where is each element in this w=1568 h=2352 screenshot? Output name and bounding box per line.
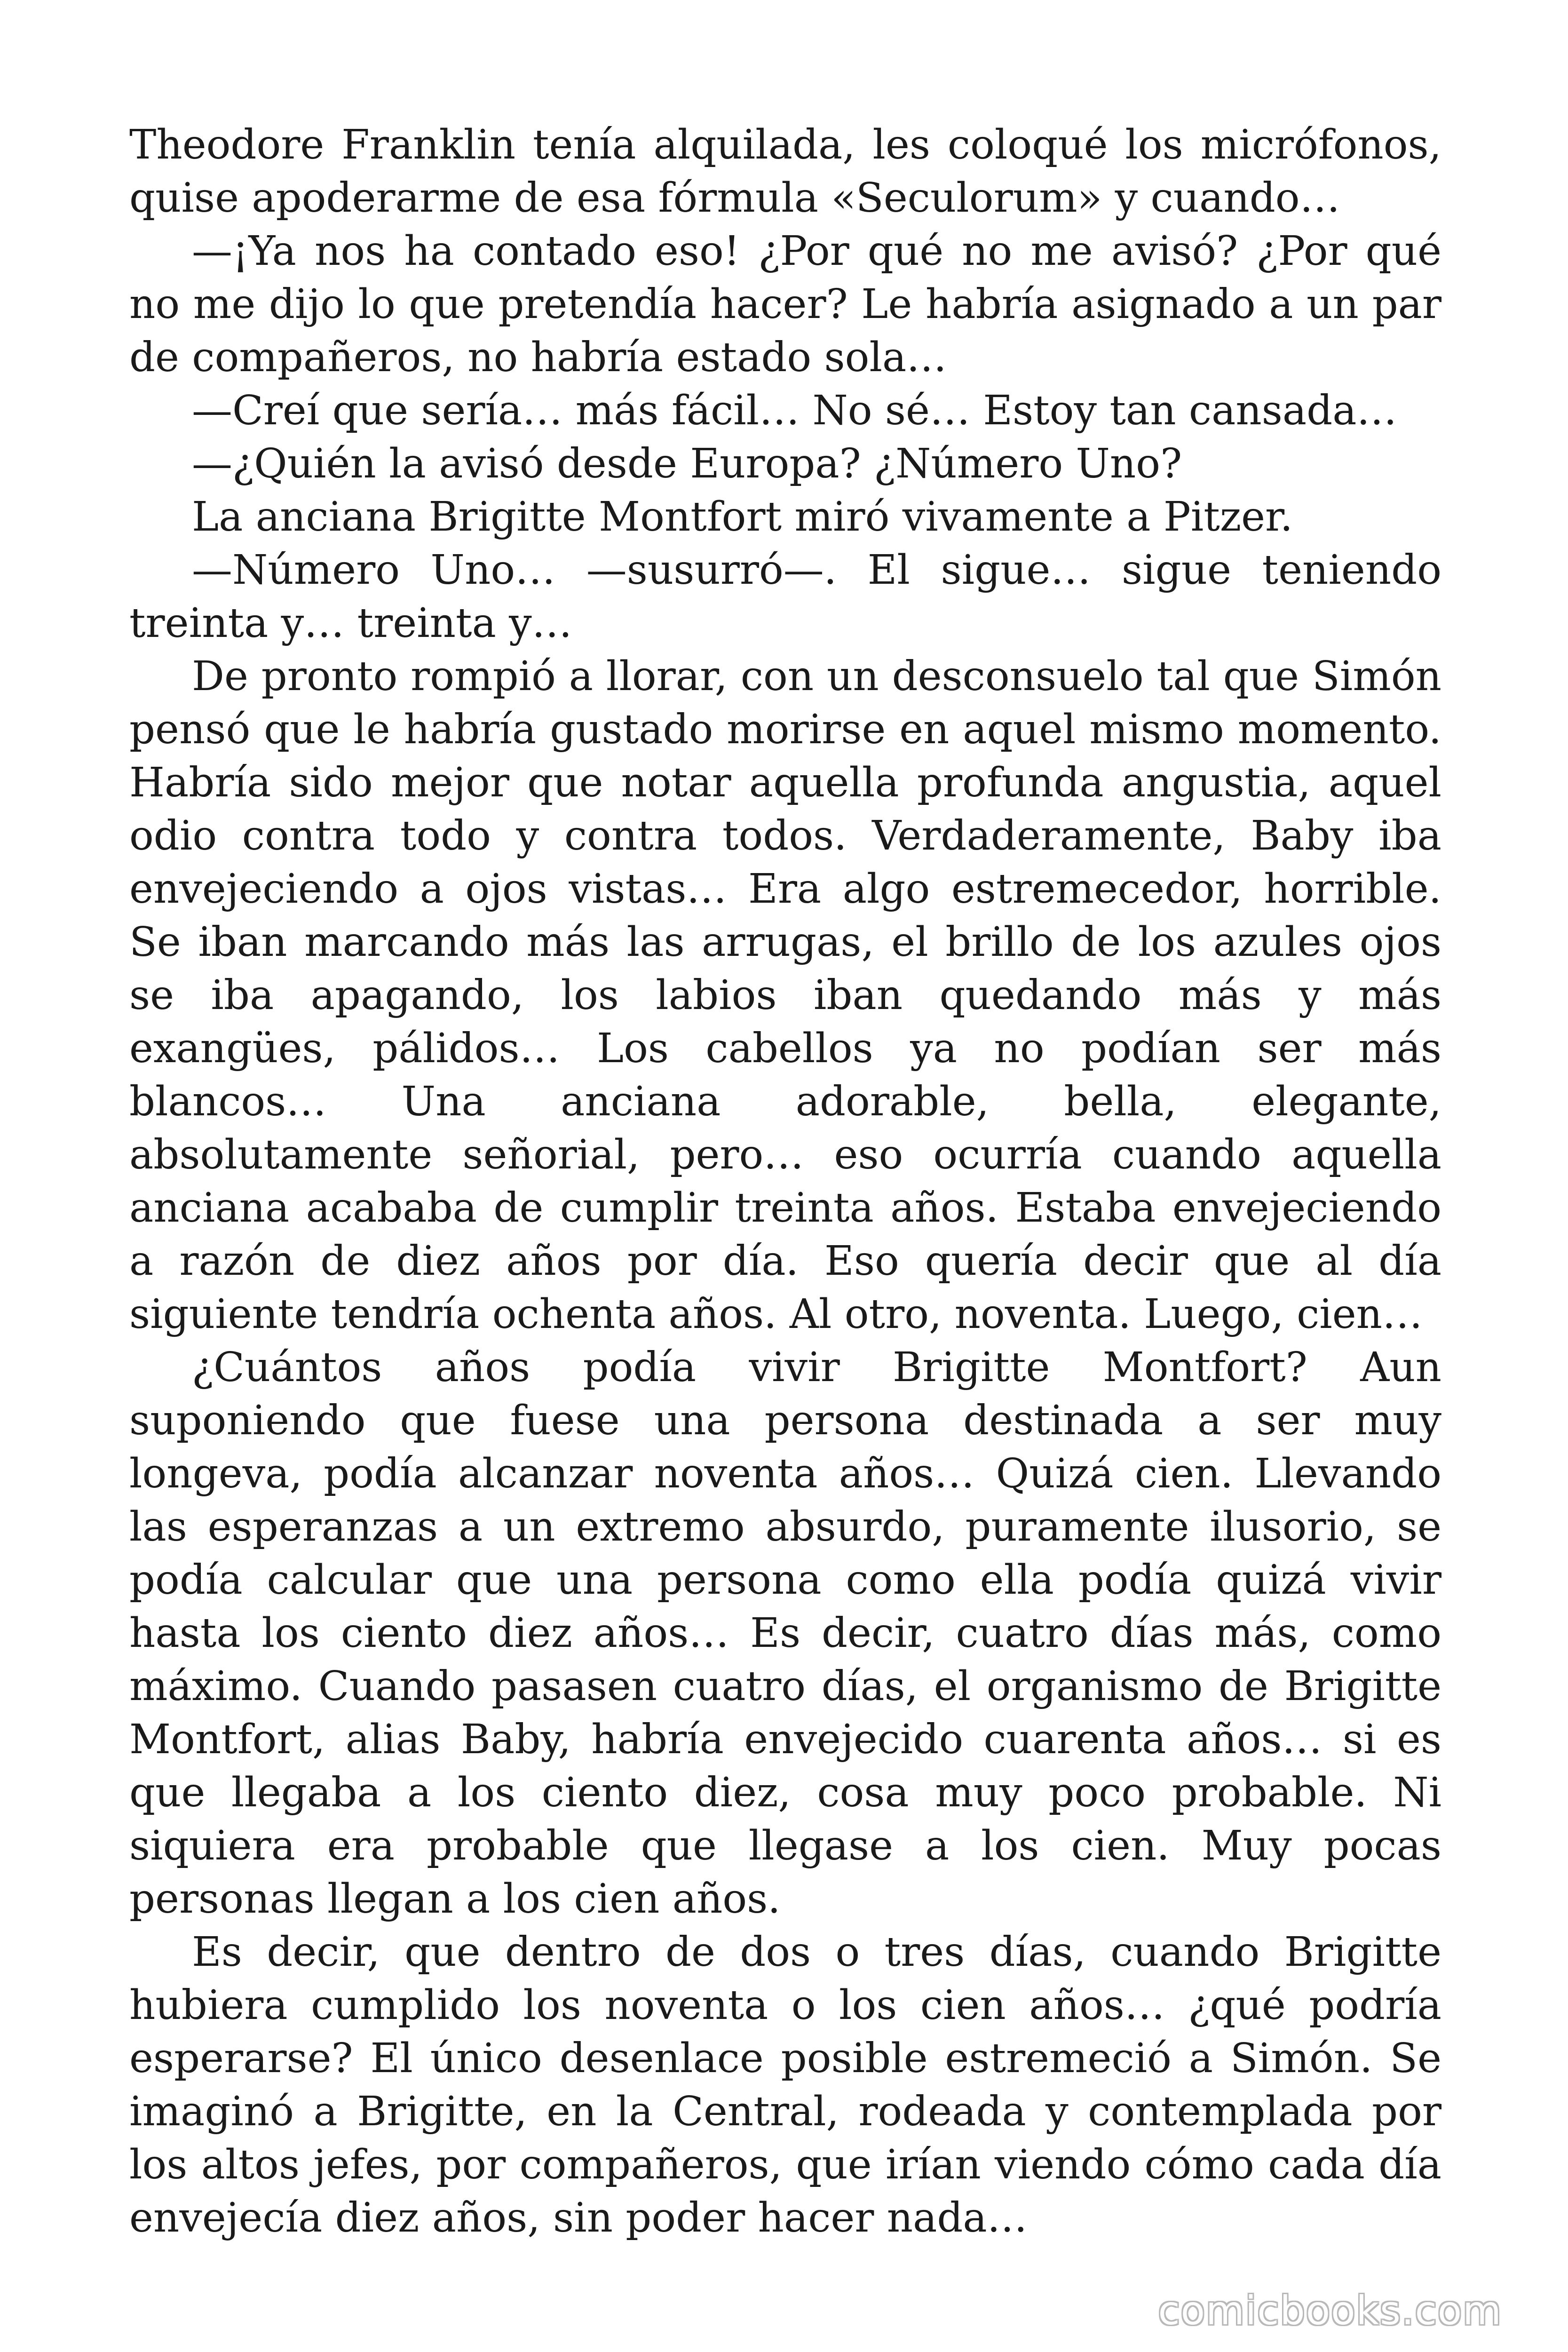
paragraph-dialogue: —¿Quién la avisó desde Europa? ¿Número Uno? [192,440,1182,487]
paragraph-continuation: Theodore Franklin tenía alquilada, les coloqué los micrófonos, quise apoderarme de esa fórmula «Seculorum» y cuando… [129,121,1441,222]
paragraph-narration: Es decir, que dentro de dos o tres días, cuando Brigitte hubiera cumplido los noventa o los cien años… ¿qué podría esperarse? El único desenlace posible estremeció a Simón. Se imaginó a Brigitte, en la Central, rodeada y contemplada por los altos jefes, por compañeros, que irían viendo cómo cada día envejecía diez años, sin poder hacer nada… [129,1929,1441,2241]
paragraph-dialogue: —Número Uno… —susurró—. El sigue… sigue teniendo treinta y… treinta y… [129,547,1441,647]
watermark: comicbooks.com [1158,2288,1502,2334]
body-text [129,119,1441,2245]
paragraph-narration: De pronto rompió a llorar, con un desconsuelo tal que Simón pensó que le habría gustado morirse en aquel mismo momento. Habría sido mejor que notar aquella profunda angustia, aquel odio contra todo y contra todos. Verdaderamente, Baby iba envejeciendo a ojos vistas… Era algo estremecedor, horrible. Se iban marcando más las arrugas, el brillo de los azules ojos se iba apagando, los labios iban quedando más y más exangües, pálidos… Los cabellos ya no podían ser más blancos… Una anciana adorable, bella, elegante, absolutamente señorial, pero… eso ocurría cuando aquella anciana acababa de cumplir treinta años. Estaba envejeciendo a razón de diez años por día. Eso quería decir que al día siguiente tendría ochenta años. Al otro, noventa. Luego, cien… [129,653,1441,1338]
paragraph-narration: La anciana Brigitte Montfort miró vivamente a Pitzer. [192,493,1293,540]
paragraph-dialogue: —¡Ya nos ha contado eso! ¿Por qué no me avisó? ¿Por qué no me dijo lo que pretendía hacer? Le habría asignado a un par de compañeros, no habría estado sola… [129,228,1441,381]
paragraph-dialogue: —Creí que sería… más fácil… No sé… Estoy tan cansada… [192,387,1397,434]
paragraph-narration: ¿Cuántos años podía vivir Brigitte Montfort? Aun suponiendo que fuese una persona destinada a ser muy longeva, podía alcanzar noventa años… Quizá cien. Llevando las esperanzas a un extremo absurdo, puramente ilusorio, se podía calcular que una persona como ella podía quizá vivir hasta los ciento diez años… Es decir, cuatro días más, como máximo. Cuando pasasen cuatro días, el organismo de Brigitte Montfort, alias Baby, habría envejecido cuarenta años… si es que llegaba a los ciento diez, cosa muy poco probable. Ni siquiera era probable que llegase a los cien. Muy pocas personas llegan a los cien años. [129,1344,1441,1923]
